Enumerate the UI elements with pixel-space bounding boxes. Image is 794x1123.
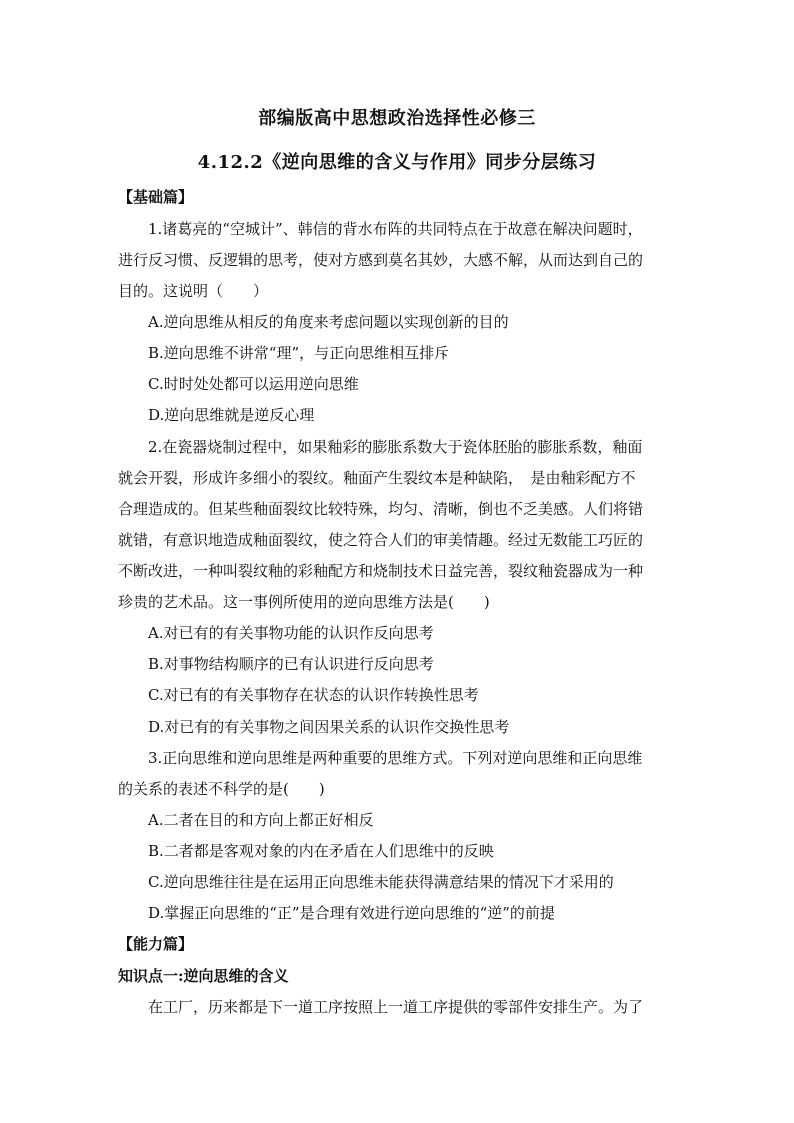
q3-option-d: D.掌握正向思维的“正”是合理有效进行逆向思维的“逆”的前提 [148,904,555,922]
section-basic-heading: 【基础篇】 [118,188,194,206]
q2-line: 就错，有意识地造成釉面裂纹，使之符合人们的审美情趣。经过无数能工巧匠的 [118,531,644,549]
q2-line: 2.在瓷器烧制过程中，如果釉彩的膨胀系数大于瓷体胚胎的膨胀系数，釉面 [148,438,643,456]
q2-option-a: A.对已有的有关事物功能的认识作反向思考 [148,624,434,642]
q2-line: 珍贵的艺术品。这一事例所使用的逆向思维方法是( ) [118,593,490,611]
q3-line: 的关系的表述不科学的是( ) [118,780,325,798]
knowledge-point-heading: 知识点一:逆向思维的含义 [118,967,289,985]
q1-option-c: C.时时处处都可以运用逆向思维 [148,375,359,393]
q2-line: 就会开裂，形成许多细小的裂纹。釉面产生裂纹本是种缺陷， 是由釉彩配方不 [118,469,636,487]
q1-option-b: B.逆向思维不讲常“理”，与正向思维相互排斥 [148,344,450,362]
q1-option-a: A.逆向思维从相反的角度来考虑问题以实现创新的目的 [148,313,509,331]
document-subtitle: 4.12.2《逆向思维的含义与作用》同步分层练习 [197,152,597,173]
q2-option-c: C.对已有的有关事物存在状态的认识作转换性思考 [148,686,479,704]
q1-line: 目的。这说明（ ） [118,282,269,300]
document-title: 部编版高中思想政治选择性必修三 [258,108,536,129]
q2-line: 不断改进，一种叫裂纹釉的彩釉配方和烧制技术日益完善，裂纹釉瓷器成为一种 [118,562,644,580]
section-ability-heading: 【能力篇】 [118,935,194,953]
q2-line: 合理造成的。但某些釉面裂纹比较特殊，均匀、清晰，倒也不乏美感。人们将错 [118,500,644,518]
q2-option-b: B.对事物结构顺序的已有认识进行反向思考 [148,655,434,673]
q3-option-a: A.二者在目的和方向上都正好相反 [148,811,374,829]
q3-line: 3.正向思维和逆向思维是两种重要的思维方式。下列对逆向思维和正向思维 [148,749,643,767]
q2-option-d: D.对已有的有关事物之间因果关系的认识作交换性思考 [148,718,510,736]
q1-option-d: D.逆向思维就是逆反心理 [148,406,315,424]
q1-line: 1.诸葛亮的“空城计”、韩信的背水布阵的共同特点在于故意在解决问题时， [148,220,643,238]
q4-line: 在工厂，历来都是下一道工序按照上一道工序提供的零部件安排生产。为了 [148,998,644,1016]
q3-option-c: C.逆向思维往往是在运用正向思维未能获得满意结果的情况下才采用的 [148,873,614,891]
q1-line: 进行反习惯、反逻辑的思考，使对方感到莫名其妙，大感不解，从而达到自己的 [118,251,644,269]
q3-option-b: B.二者都是客观对象的内在矛盾在人们思维中的反映 [148,842,494,860]
